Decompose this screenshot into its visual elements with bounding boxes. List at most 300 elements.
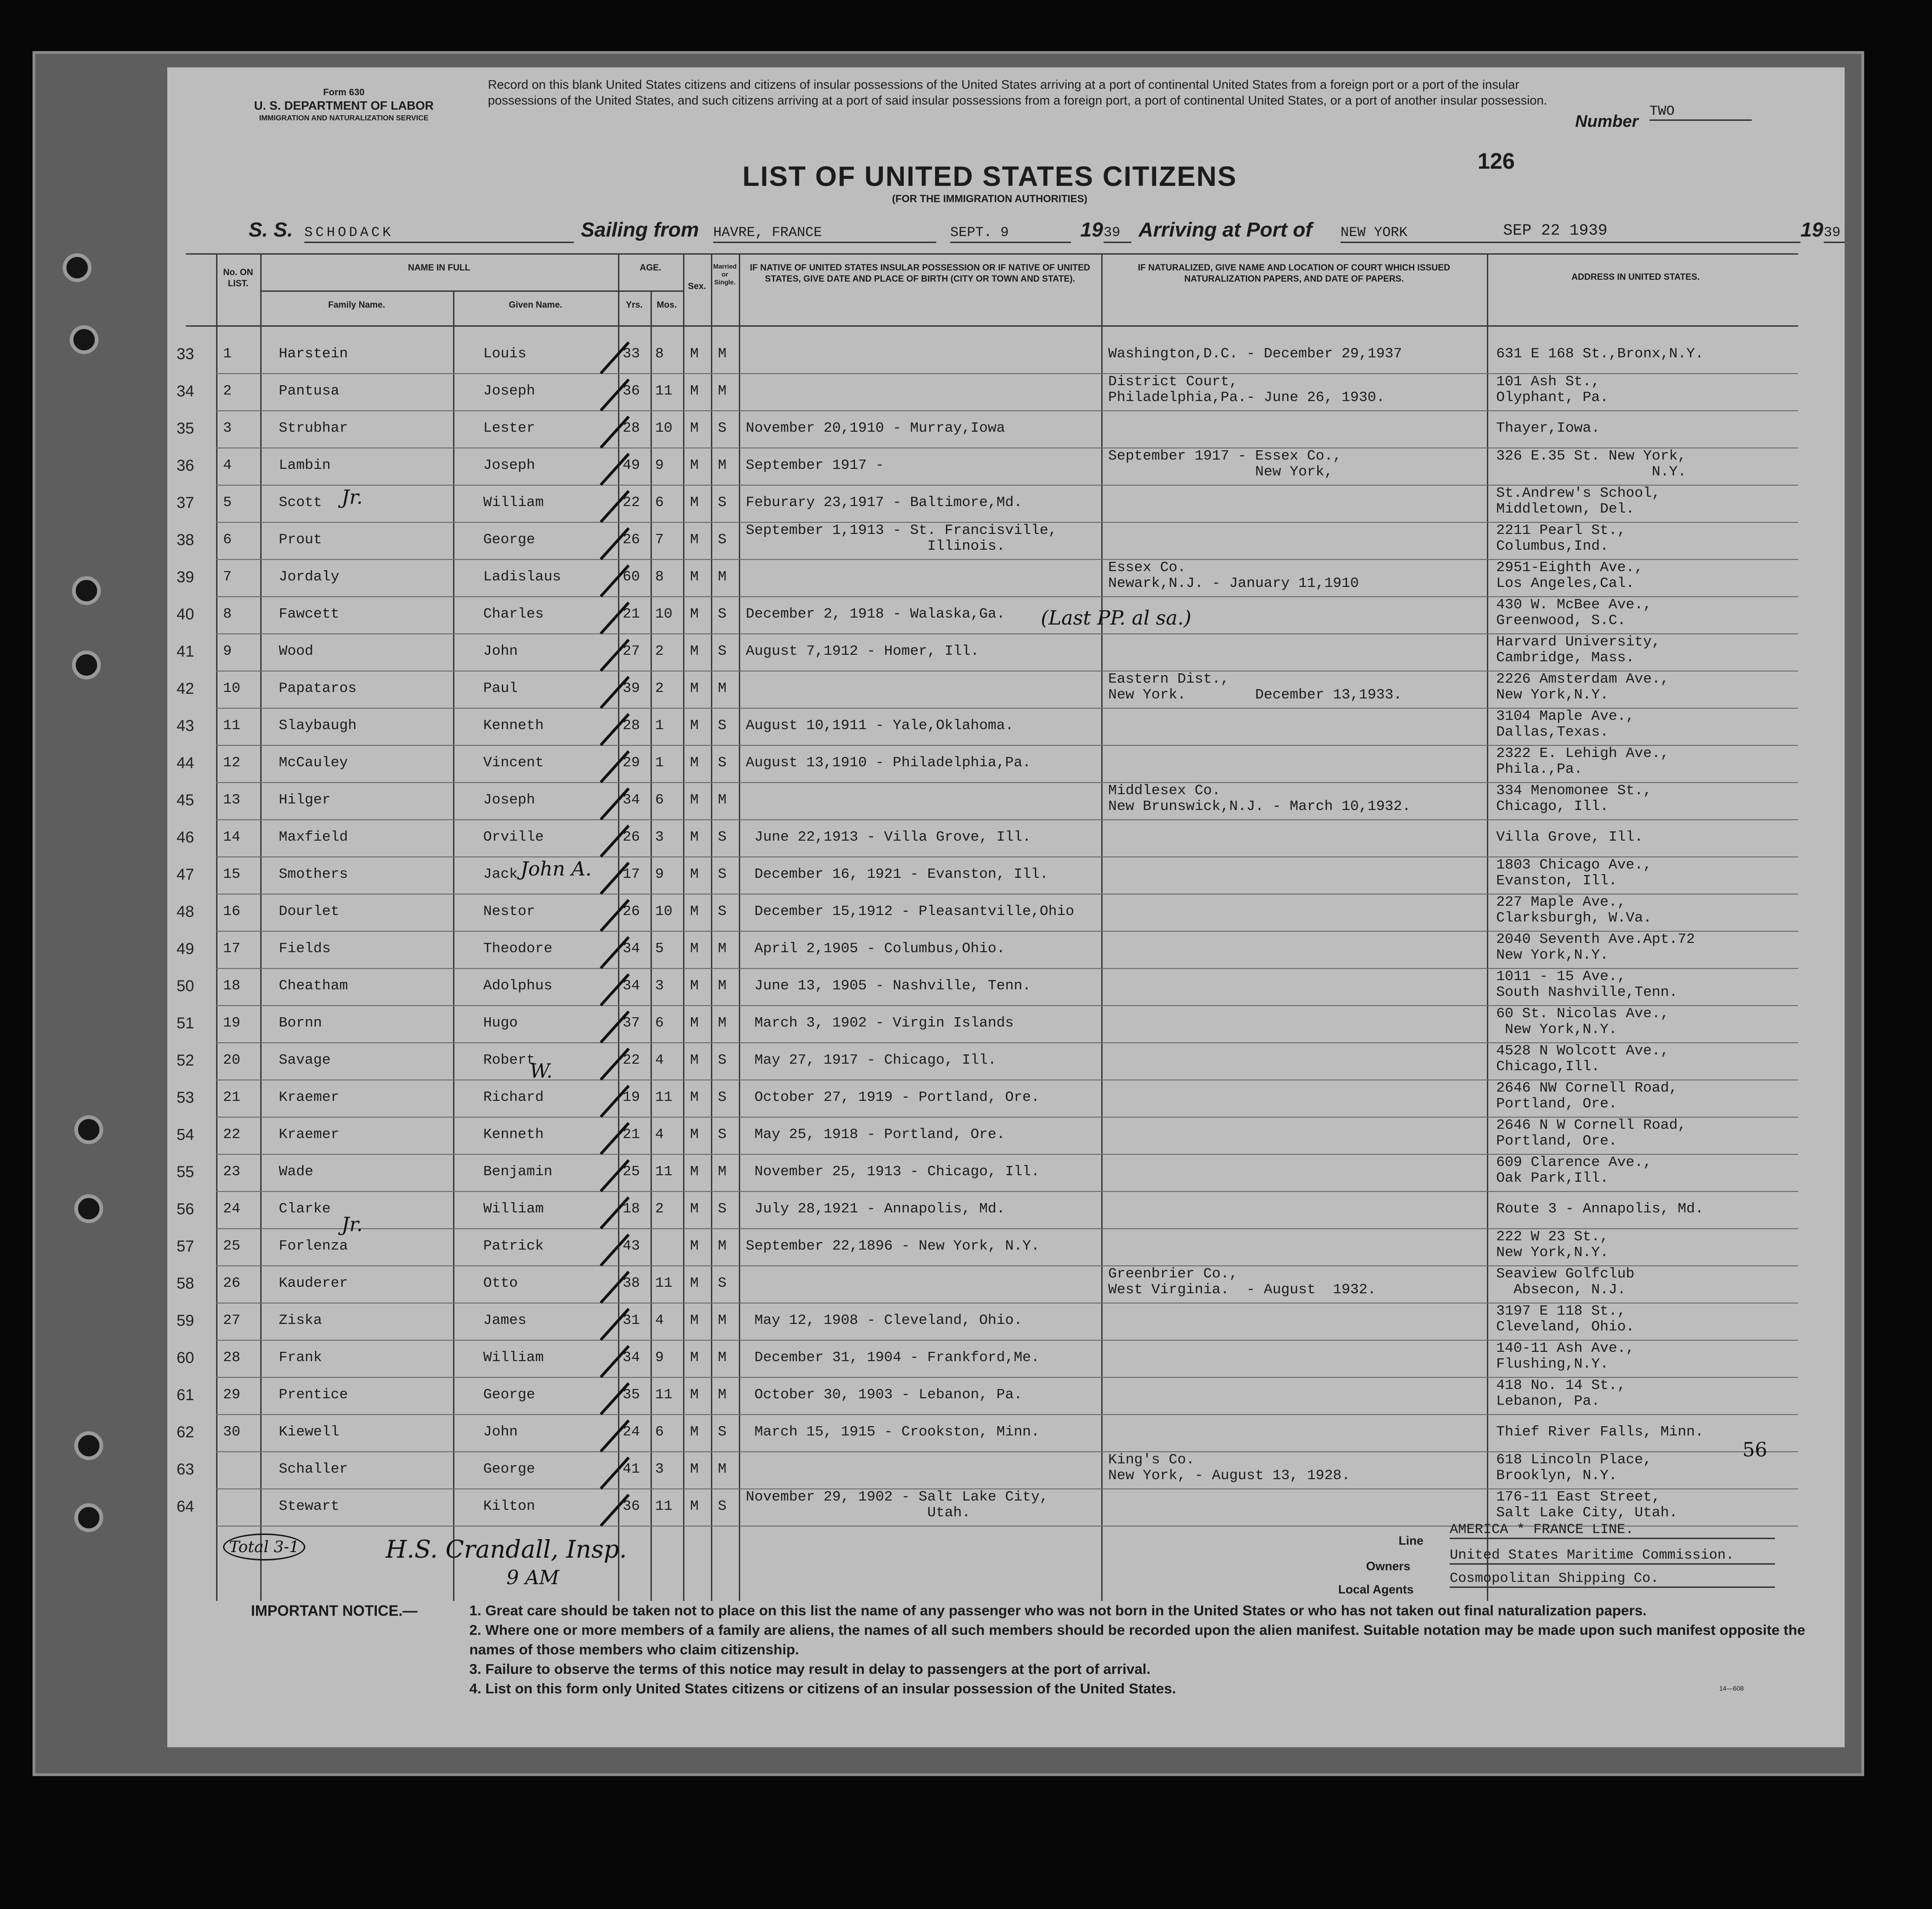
cell-family-name: Kauderer bbox=[279, 1275, 348, 1291]
cell-row-number: 22 bbox=[223, 1126, 241, 1143]
cell-row-number: 15 bbox=[223, 866, 241, 882]
cell-family-name: Strubhar bbox=[279, 420, 348, 436]
margin-line-number: 42 bbox=[177, 680, 194, 698]
cell-row-number: 4 bbox=[223, 457, 232, 474]
cell-row-number: 9 bbox=[223, 643, 232, 659]
binder-hole bbox=[63, 253, 92, 282]
cell-family-name: Lambin bbox=[279, 457, 331, 474]
cell-age-months: 2 bbox=[655, 1201, 664, 1217]
cell-family-name: Hilger bbox=[279, 792, 331, 808]
cell-family-name: Wood bbox=[279, 643, 314, 659]
cell-row-number: 17 bbox=[223, 941, 241, 957]
cell-marital-status: S bbox=[718, 1424, 727, 1440]
cell-family-name: Schaller bbox=[279, 1461, 348, 1477]
header-sex: Sex. bbox=[688, 282, 706, 291]
cell-marital-status: M bbox=[718, 941, 727, 957]
line-label: Line bbox=[1399, 1534, 1424, 1547]
cell-birth-info: December 31, 1904 - Frankford,Me. bbox=[746, 1349, 1040, 1366]
row-rule bbox=[216, 1414, 1798, 1415]
cell-marital-status: S bbox=[718, 1275, 727, 1291]
cell-sex: M bbox=[690, 829, 699, 845]
cell-address: Route 3 - Annapolis, Md. bbox=[1496, 1201, 1704, 1217]
cell-sex: M bbox=[690, 792, 699, 808]
form-number: Form 630 bbox=[323, 87, 365, 98]
cell-row-number: 3 bbox=[223, 420, 232, 436]
handwritten-middle-initial: W. bbox=[530, 1060, 553, 1082]
cell-address: 2646 N W Cornell Road, Portland, Ore. bbox=[1496, 1117, 1687, 1149]
notice-item-4: 4. List on this form only United States citizens or citizens of an insular possession of the United States. bbox=[469, 1680, 1176, 1697]
header-years: Yrs. bbox=[626, 300, 643, 310]
cell-marital-status: S bbox=[718, 420, 727, 436]
cell-row-number: 19 bbox=[223, 1015, 241, 1031]
col-rule bbox=[216, 253, 217, 1601]
cell-address: 618 Lincoln Place, Brooklyn, N.Y. bbox=[1496, 1452, 1652, 1484]
cell-sex: M bbox=[690, 1015, 699, 1031]
cell-row-number: 13 bbox=[223, 792, 241, 808]
cell-address: 609 Clarence Ave., Oak Park,Ill. bbox=[1496, 1154, 1652, 1186]
cell-age-years: 38 bbox=[623, 1275, 640, 1291]
arriving-label: Arriving at Port of bbox=[1138, 218, 1313, 241]
cell-age-months: 11 bbox=[655, 1387, 673, 1403]
cell-sex: M bbox=[690, 941, 699, 957]
cell-sex: M bbox=[690, 718, 699, 734]
cell-address: 418 No. 14 St., Lebanon, Pa. bbox=[1496, 1377, 1626, 1409]
cell-marital-status: M bbox=[718, 1349, 727, 1366]
cell-birth-info: September 1917 - bbox=[746, 457, 884, 474]
binder-hole bbox=[72, 651, 101, 679]
cell-age-years: 21 bbox=[623, 1126, 640, 1143]
cell-naturalization-info: Washington,D.C. - December 29,1937 bbox=[1108, 346, 1402, 362]
col-rule bbox=[1487, 253, 1488, 1601]
cell-age-months: 9 bbox=[655, 1349, 664, 1366]
cell-sex: M bbox=[690, 903, 699, 920]
cell-family-name: Dourlet bbox=[279, 903, 340, 920]
cell-given-name: Charles bbox=[483, 606, 544, 622]
cell-marital-status: S bbox=[718, 866, 727, 882]
cell-age-years: 25 bbox=[623, 1164, 640, 1180]
margin-line-number: 55 bbox=[177, 1163, 194, 1181]
cell-age-months: 1 bbox=[655, 755, 664, 771]
cell-age-months: 3 bbox=[655, 829, 664, 845]
cell-birth-info: April 2,1905 - Columbus,Ohio. bbox=[746, 941, 1005, 957]
cell-address: 326 E.35 St. New York, N.Y. bbox=[1496, 448, 1687, 480]
header-naturalized: IF NATURALIZED, GIVE NAME AND LOCATION OF COURT WHICH ISSUED NATURALIZATION PAPERS, AND DATE OF PAPERS. bbox=[1137, 263, 1450, 284]
sailing-year: 39 bbox=[1104, 225, 1131, 243]
cell-marital-status: M bbox=[718, 383, 727, 399]
cell-birth-info: May 25, 1918 - Portland, Ore. bbox=[746, 1126, 1005, 1143]
cell-marital-status: M bbox=[718, 1387, 727, 1403]
cell-address: 3104 Maple Ave., Dallas,Texas. bbox=[1496, 708, 1635, 740]
margin-line-number: 62 bbox=[177, 1423, 194, 1441]
cell-address: 4528 N Wolcott Ave., Chicago,Ill. bbox=[1496, 1043, 1669, 1075]
cell-address: 1803 Chicago Ave., Evanston, Ill. bbox=[1496, 857, 1652, 889]
cell-age-months: 9 bbox=[655, 457, 664, 474]
margin-line-number: 61 bbox=[177, 1386, 194, 1404]
cell-birth-info: December 16, 1921 - Evanston, Ill. bbox=[746, 866, 1049, 882]
number-value: TWO bbox=[1649, 104, 1752, 121]
cell-family-name: Pantusa bbox=[279, 383, 340, 399]
arrival-date-stamp: SEP 22 1939 bbox=[1503, 222, 1608, 240]
cell-given-name: William bbox=[483, 1349, 544, 1366]
header-given-name: Given Name. bbox=[508, 300, 563, 310]
handwritten-time: 9 AM bbox=[506, 1566, 559, 1589]
cell-age-months: 8 bbox=[655, 569, 664, 585]
margin-line-number: 40 bbox=[177, 606, 194, 623]
cell-family-name: Scott bbox=[279, 494, 322, 511]
cell-naturalization-info: King's Co. New York, - August 13, 1928. bbox=[1108, 1452, 1350, 1484]
line-value: AMERICA * FRANCE LINE. bbox=[1450, 1522, 1775, 1539]
cell-age-years: 26 bbox=[623, 829, 640, 845]
cell-sex: M bbox=[690, 1089, 699, 1106]
cell-family-name: Clarke bbox=[279, 1201, 331, 1217]
cell-sex: M bbox=[690, 1126, 699, 1143]
form-instructions: Record on this blank United States citizens and citizens of insular possessions of the United States arriving at a port of continental United States from a foreign port or a port of the insular possessions of the United States, and such citizens arriving at a port of said insular possessions from a foreign port, a port of continental United States, or a port of another insular possession. bbox=[488, 78, 1547, 107]
cell-age-months: 11 bbox=[655, 1498, 673, 1514]
cell-given-name: Joseph bbox=[483, 383, 535, 399]
cell-given-name: Orville bbox=[483, 829, 544, 845]
cell-given-name: Paul bbox=[483, 680, 518, 697]
cell-address: Harvard University, Cambridge, Mass. bbox=[1496, 634, 1661, 666]
cell-age-months: 6 bbox=[655, 1015, 664, 1031]
cell-age-months: 3 bbox=[655, 978, 664, 994]
row-rule bbox=[216, 1191, 1798, 1192]
sailing-date: SEPT. 9 bbox=[950, 225, 1071, 243]
cell-given-name: Theodore bbox=[483, 941, 552, 957]
margin-line-number: 36 bbox=[177, 457, 194, 474]
binder-hole bbox=[74, 1503, 103, 1532]
cell-sex: M bbox=[690, 1201, 699, 1217]
cell-sex: M bbox=[690, 420, 699, 436]
cell-age-years: 41 bbox=[623, 1461, 640, 1477]
cell-row-number: 10 bbox=[223, 680, 241, 697]
cell-sex: M bbox=[690, 1387, 699, 1403]
margin-line-number: 37 bbox=[177, 494, 194, 512]
cell-address: 3197 E 118 St., Cleveland, Ohio. bbox=[1496, 1303, 1635, 1335]
cell-given-name: Joseph bbox=[483, 792, 535, 808]
cell-birth-info: August 7,1912 - Homer, Ill. bbox=[746, 643, 979, 659]
col-rule bbox=[651, 290, 652, 1601]
cell-row-number: 23 bbox=[223, 1164, 241, 1180]
cell-given-name: William bbox=[483, 494, 544, 511]
binder-hole bbox=[74, 1115, 103, 1144]
cell-given-name: Richard bbox=[483, 1089, 544, 1106]
number-label: Number bbox=[1575, 112, 1639, 131]
cell-marital-status: M bbox=[718, 569, 727, 585]
cell-marital-status: M bbox=[718, 1164, 727, 1180]
cell-birth-info: December 2, 1918 - Walaska,Ga. bbox=[746, 606, 1005, 622]
cell-marital-status: S bbox=[718, 829, 727, 845]
cell-age-months: 6 bbox=[655, 792, 664, 808]
cell-given-name: Kilton bbox=[483, 1498, 535, 1514]
margin-line-number: 34 bbox=[177, 382, 194, 400]
cell-birth-info: May 12, 1908 - Cleveland, Ohio. bbox=[746, 1312, 1023, 1329]
cell-birth-info: August 13,1910 - Philadelphia,Pa. bbox=[746, 755, 1031, 771]
cell-sex: M bbox=[690, 457, 699, 474]
margin-line-number: 56 bbox=[177, 1200, 194, 1218]
cell-sex: M bbox=[690, 1164, 699, 1180]
cell-age-years: 49 bbox=[623, 457, 640, 474]
cell-birth-info: November 20,1910 - Murray,Iowa bbox=[746, 420, 1005, 436]
cell-given-name: George bbox=[483, 532, 535, 548]
cell-age-years: 33 bbox=[623, 346, 640, 362]
margin-line-number: 63 bbox=[177, 1461, 194, 1478]
departure-port: HAVRE, FRANCE bbox=[713, 225, 936, 243]
cell-age-years: 27 bbox=[623, 643, 640, 659]
cell-given-name: Vincent bbox=[483, 755, 544, 771]
cell-sex: M bbox=[690, 532, 699, 548]
manifest-page bbox=[167, 67, 1845, 1747]
cell-age-years: 37 bbox=[623, 1015, 640, 1031]
cell-given-name: George bbox=[483, 1387, 535, 1403]
cell-row-number: 25 bbox=[223, 1238, 241, 1254]
cell-sex: M bbox=[690, 1498, 699, 1514]
cell-age-months: 7 bbox=[655, 532, 664, 548]
margin-line-number: 59 bbox=[177, 1312, 194, 1330]
cell-row-number: 20 bbox=[223, 1052, 241, 1068]
cell-birth-info: June 13, 1905 - Nashville, Tenn. bbox=[746, 978, 1031, 994]
cell-birth-info: July 28,1921 - Annapolis, Md. bbox=[746, 1201, 1005, 1217]
cell-naturalization-info: Greenbrier Co., West Virginia. - August 1932. bbox=[1108, 1266, 1376, 1298]
cell-birth-info: November 29, 1902 - Salt Lake City, Utah. bbox=[746, 1489, 1049, 1521]
cell-age-years: 26 bbox=[623, 532, 640, 548]
cell-age-years: 34 bbox=[623, 1349, 640, 1366]
cell-address: 2646 NW Cornell Road, Portland, Ore. bbox=[1496, 1080, 1678, 1112]
cell-row-number: 26 bbox=[223, 1275, 241, 1291]
local-agents-value: Cosmopolitan Shipping Co. bbox=[1450, 1571, 1775, 1588]
cell-age-years: 34 bbox=[623, 792, 640, 808]
cell-age-months: 11 bbox=[655, 1164, 673, 1180]
binder-hole bbox=[70, 325, 99, 354]
col-rule bbox=[260, 253, 262, 1601]
cell-marital-status: M bbox=[718, 978, 727, 994]
cell-sex: M bbox=[690, 755, 699, 771]
cell-age-years: 22 bbox=[623, 494, 640, 511]
cell-given-name: Nestor bbox=[483, 903, 535, 920]
cell-address: 1011 - 15 Ave., South Nashville,Tenn. bbox=[1496, 968, 1678, 1001]
inspector-signature: H.S. Crandall, Insp. bbox=[386, 1536, 627, 1564]
cell-age-years: 28 bbox=[623, 420, 640, 436]
cell-age-months: 10 bbox=[655, 606, 673, 622]
cell-birth-info: March 15, 1915 - Crookston, Minn. bbox=[746, 1424, 1040, 1440]
cell-address: 60 St. Nicolas Ave., New York,N.Y. bbox=[1496, 1006, 1669, 1038]
cell-naturalization-info: Eastern Dist., New York. December 13,1933. bbox=[1108, 671, 1402, 703]
handwritten-jr-scott: Jr. bbox=[342, 486, 363, 508]
cell-age-months: 4 bbox=[655, 1126, 664, 1143]
cell-given-name: William bbox=[483, 1201, 544, 1217]
cell-birth-info: October 27, 1919 - Portland, Ore. bbox=[746, 1089, 1040, 1106]
cell-given-name: Kenneth bbox=[483, 1126, 544, 1143]
cell-marital-status: M bbox=[718, 1312, 727, 1329]
notice-item-1: 1. Great care should be taken not to place on this list the name of any passenger who was not born in the United States or who has not taken out final naturalization papers. bbox=[469, 1602, 1647, 1619]
cell-address: 2226 Amsterdam Ave., New York,N.Y. bbox=[1496, 671, 1669, 703]
cell-age-years: 28 bbox=[623, 718, 640, 734]
header-family-name: Family Name. bbox=[328, 300, 385, 310]
margin-line-number: 49 bbox=[177, 940, 194, 958]
cell-birth-info: June 22,1913 - Villa Grove, Ill. bbox=[746, 829, 1031, 845]
arrival-year: 39 bbox=[1824, 225, 1845, 243]
cell-age-years: 36 bbox=[623, 1498, 640, 1514]
cell-given-name: Adolphus bbox=[483, 978, 552, 994]
margin-line-number: 53 bbox=[177, 1089, 194, 1106]
col-rule bbox=[683, 253, 684, 1601]
cell-birth-info: March 3, 1902 - Virgin Islands bbox=[746, 1015, 1014, 1031]
cell-age-months: 11 bbox=[655, 1275, 673, 1291]
cell-age-months: 6 bbox=[655, 494, 664, 511]
cell-address: 176-11 East Street, Salt Lake City, Utah. bbox=[1496, 1489, 1678, 1521]
cell-family-name: Stewart bbox=[279, 1498, 340, 1514]
sheet-number: 126 bbox=[1478, 149, 1515, 174]
cell-given-name: Louis bbox=[483, 346, 527, 362]
cell-age-years: 34 bbox=[623, 941, 640, 957]
cell-age-years: 35 bbox=[623, 1387, 640, 1403]
cell-given-name: Robert bbox=[483, 1052, 535, 1068]
notice-item-3: 3. Failure to observe the terms of this notice may result in delay to passengers at the port of arrival. bbox=[469, 1661, 1151, 1677]
cell-age-months: 5 bbox=[655, 941, 664, 957]
cell-age-years: 26 bbox=[623, 903, 640, 920]
cell-age-years: 17 bbox=[623, 866, 640, 882]
cell-sex: M bbox=[690, 346, 699, 362]
arrival-year-prefix: 19 bbox=[1801, 218, 1823, 241]
cell-marital-status: S bbox=[718, 1126, 727, 1143]
cell-address: 101 Ash St., Olyphant, Pa. bbox=[1496, 374, 1609, 406]
cell-age-months: 4 bbox=[655, 1052, 664, 1068]
cell-row-number: 6 bbox=[223, 532, 232, 548]
cell-row-number: 5 bbox=[223, 494, 232, 511]
cell-age-months: 8 bbox=[655, 346, 664, 362]
cell-row-number: 21 bbox=[223, 1089, 241, 1106]
form-department-block bbox=[223, 86, 465, 125]
header-birth: IF NATIVE OF UNITED STATES INSULAR POSSESSION OR IF NATIVE OF UNITED STATES, GIVE DATE AND PLACE OF BIRTH (CITY OR TOWN AND STATE). bbox=[749, 263, 1091, 284]
cell-address: 2322 E. Lehigh Ave., Phila.,Pa. bbox=[1496, 745, 1669, 777]
cell-age-months: 3 bbox=[655, 1461, 664, 1477]
cell-row-number: 30 bbox=[223, 1424, 241, 1440]
margin-line-number: 54 bbox=[177, 1126, 194, 1144]
cell-family-name: Wade bbox=[279, 1164, 314, 1180]
cell-row-number: 12 bbox=[223, 755, 241, 771]
cell-row-number: 7 bbox=[223, 569, 232, 585]
voyage-line bbox=[249, 218, 1841, 246]
cell-sex: M bbox=[690, 1312, 699, 1329]
row-rule bbox=[216, 819, 1798, 820]
cell-row-number: 1 bbox=[223, 346, 232, 362]
cell-family-name: Prentice bbox=[279, 1387, 348, 1403]
sailing-label: Sailing from bbox=[581, 218, 699, 241]
cell-marital-status: S bbox=[718, 532, 727, 548]
cell-age-months: 11 bbox=[655, 1089, 673, 1106]
handwritten-jr-clarke: Jr. bbox=[342, 1213, 363, 1236]
cell-row-number: 27 bbox=[223, 1312, 241, 1329]
cell-marital-status: M bbox=[718, 346, 727, 362]
cell-given-name: Benjamin bbox=[483, 1164, 552, 1180]
cell-given-name: John bbox=[483, 643, 518, 659]
cell-marital-status: S bbox=[718, 1201, 727, 1217]
cell-birth-info: September 1,1913 - St. Francisville, Illinois. bbox=[746, 522, 1057, 554]
margin-line-number: 43 bbox=[177, 717, 194, 735]
margin-line-number: 41 bbox=[177, 643, 194, 660]
service-name: IMMIGRATION AND NATURALIZATION SERVICE bbox=[259, 114, 429, 122]
header-no-on-list: No. ON LIST. bbox=[223, 268, 253, 289]
margin-line-number: 38 bbox=[177, 531, 194, 549]
cell-age-years: 36 bbox=[623, 383, 640, 399]
cell-sex: M bbox=[690, 1349, 699, 1366]
cell-address: 2951-Eighth Ave., Los Angeles,Cal. bbox=[1496, 560, 1643, 592]
header-months: Mos. bbox=[657, 300, 677, 310]
cell-row-number: 24 bbox=[223, 1201, 241, 1217]
ship-name: SCHODACK bbox=[304, 225, 574, 243]
cell-sex: M bbox=[690, 866, 699, 882]
margin-line-number: 64 bbox=[177, 1498, 194, 1515]
cell-row-number: 29 bbox=[223, 1387, 241, 1403]
owners-value: United States Maritime Commission. bbox=[1450, 1547, 1775, 1565]
col-rule bbox=[453, 290, 454, 1601]
cell-row-number: 14 bbox=[223, 829, 241, 845]
col-rule bbox=[618, 253, 619, 1601]
notice-title: IMPORTANT NOTICE.— bbox=[251, 1602, 418, 1619]
cell-marital-status: S bbox=[718, 1052, 727, 1068]
cell-row-number: 2 bbox=[223, 383, 232, 399]
cell-marital-status: S bbox=[718, 903, 727, 920]
cell-birth-info: December 15,1912 - Pleasantville,Ohio bbox=[746, 903, 1074, 920]
row-rule bbox=[216, 410, 1798, 411]
cell-given-name: Patrick bbox=[483, 1238, 544, 1254]
local-agents-label: Local Agents bbox=[1338, 1582, 1414, 1596]
header-age: AGE. bbox=[639, 263, 662, 273]
margin-line-number: 58 bbox=[177, 1275, 194, 1292]
cell-address: 631 E 168 St.,Bronx,N.Y. bbox=[1496, 346, 1704, 362]
cell-birth-info: May 27, 1917 - Chicago, Ill. bbox=[746, 1052, 997, 1068]
header-name-in-full: NAME IN FULL bbox=[407, 263, 471, 273]
margin-line-number: 48 bbox=[177, 903, 194, 921]
margin-line-number: 52 bbox=[177, 1052, 194, 1069]
page-subtitle: (FOR THE IMMIGRATION AUTHORITIES) bbox=[892, 193, 1088, 204]
cell-family-name: Forlenza bbox=[279, 1238, 348, 1254]
margin-line-number: 60 bbox=[177, 1349, 194, 1367]
col-rule bbox=[1101, 253, 1103, 1601]
cell-given-name: Ladislaus bbox=[483, 569, 561, 585]
cell-given-name: Lester bbox=[483, 420, 535, 436]
margin-line-number: 35 bbox=[177, 420, 194, 437]
cell-marital-status: M bbox=[718, 457, 727, 474]
cell-row-number: 28 bbox=[223, 1349, 241, 1366]
cell-marital-status: S bbox=[718, 1089, 727, 1106]
header-bottom-rule bbox=[186, 325, 1798, 327]
cell-age-years: 43 bbox=[623, 1238, 640, 1254]
sailing-year-prefix: 19 bbox=[1080, 218, 1103, 241]
handwritten-given-name-correction: John A. bbox=[520, 857, 592, 880]
cell-family-name: Papataros bbox=[279, 680, 357, 697]
cell-given-name: James bbox=[483, 1312, 527, 1329]
page-count-annotation: 56 bbox=[1742, 1438, 1768, 1461]
cell-sex: M bbox=[690, 494, 699, 511]
cell-family-name: Bornn bbox=[279, 1015, 322, 1031]
cell-family-name: Smothers bbox=[279, 866, 348, 882]
cell-family-name: McCauley bbox=[279, 755, 348, 771]
cell-sex: M bbox=[690, 1052, 699, 1068]
cell-naturalization-info: District Court, Philadelphia,Pa.- June 26, 1930. bbox=[1108, 374, 1385, 406]
binder-hole bbox=[74, 1194, 103, 1223]
cell-age-years: 24 bbox=[623, 1424, 640, 1440]
cell-address: 2040 Seventh Ave.Apt.72 New York,N.Y. bbox=[1496, 931, 1695, 963]
cell-family-name: Harstein bbox=[279, 346, 348, 362]
cell-given-name: John bbox=[483, 1424, 518, 1440]
printer-code: 14—608 bbox=[1719, 1685, 1744, 1692]
cell-birth-info: September 22,1896 - New York, N.Y. bbox=[746, 1238, 1040, 1254]
cell-marital-status: S bbox=[718, 494, 727, 511]
cell-marital-status: S bbox=[718, 606, 727, 622]
cell-age-years: 60 bbox=[623, 569, 640, 585]
cell-address: 140-11 Ash Ave., Flushing,N.Y. bbox=[1496, 1340, 1635, 1372]
binder-hole bbox=[74, 1431, 103, 1460]
